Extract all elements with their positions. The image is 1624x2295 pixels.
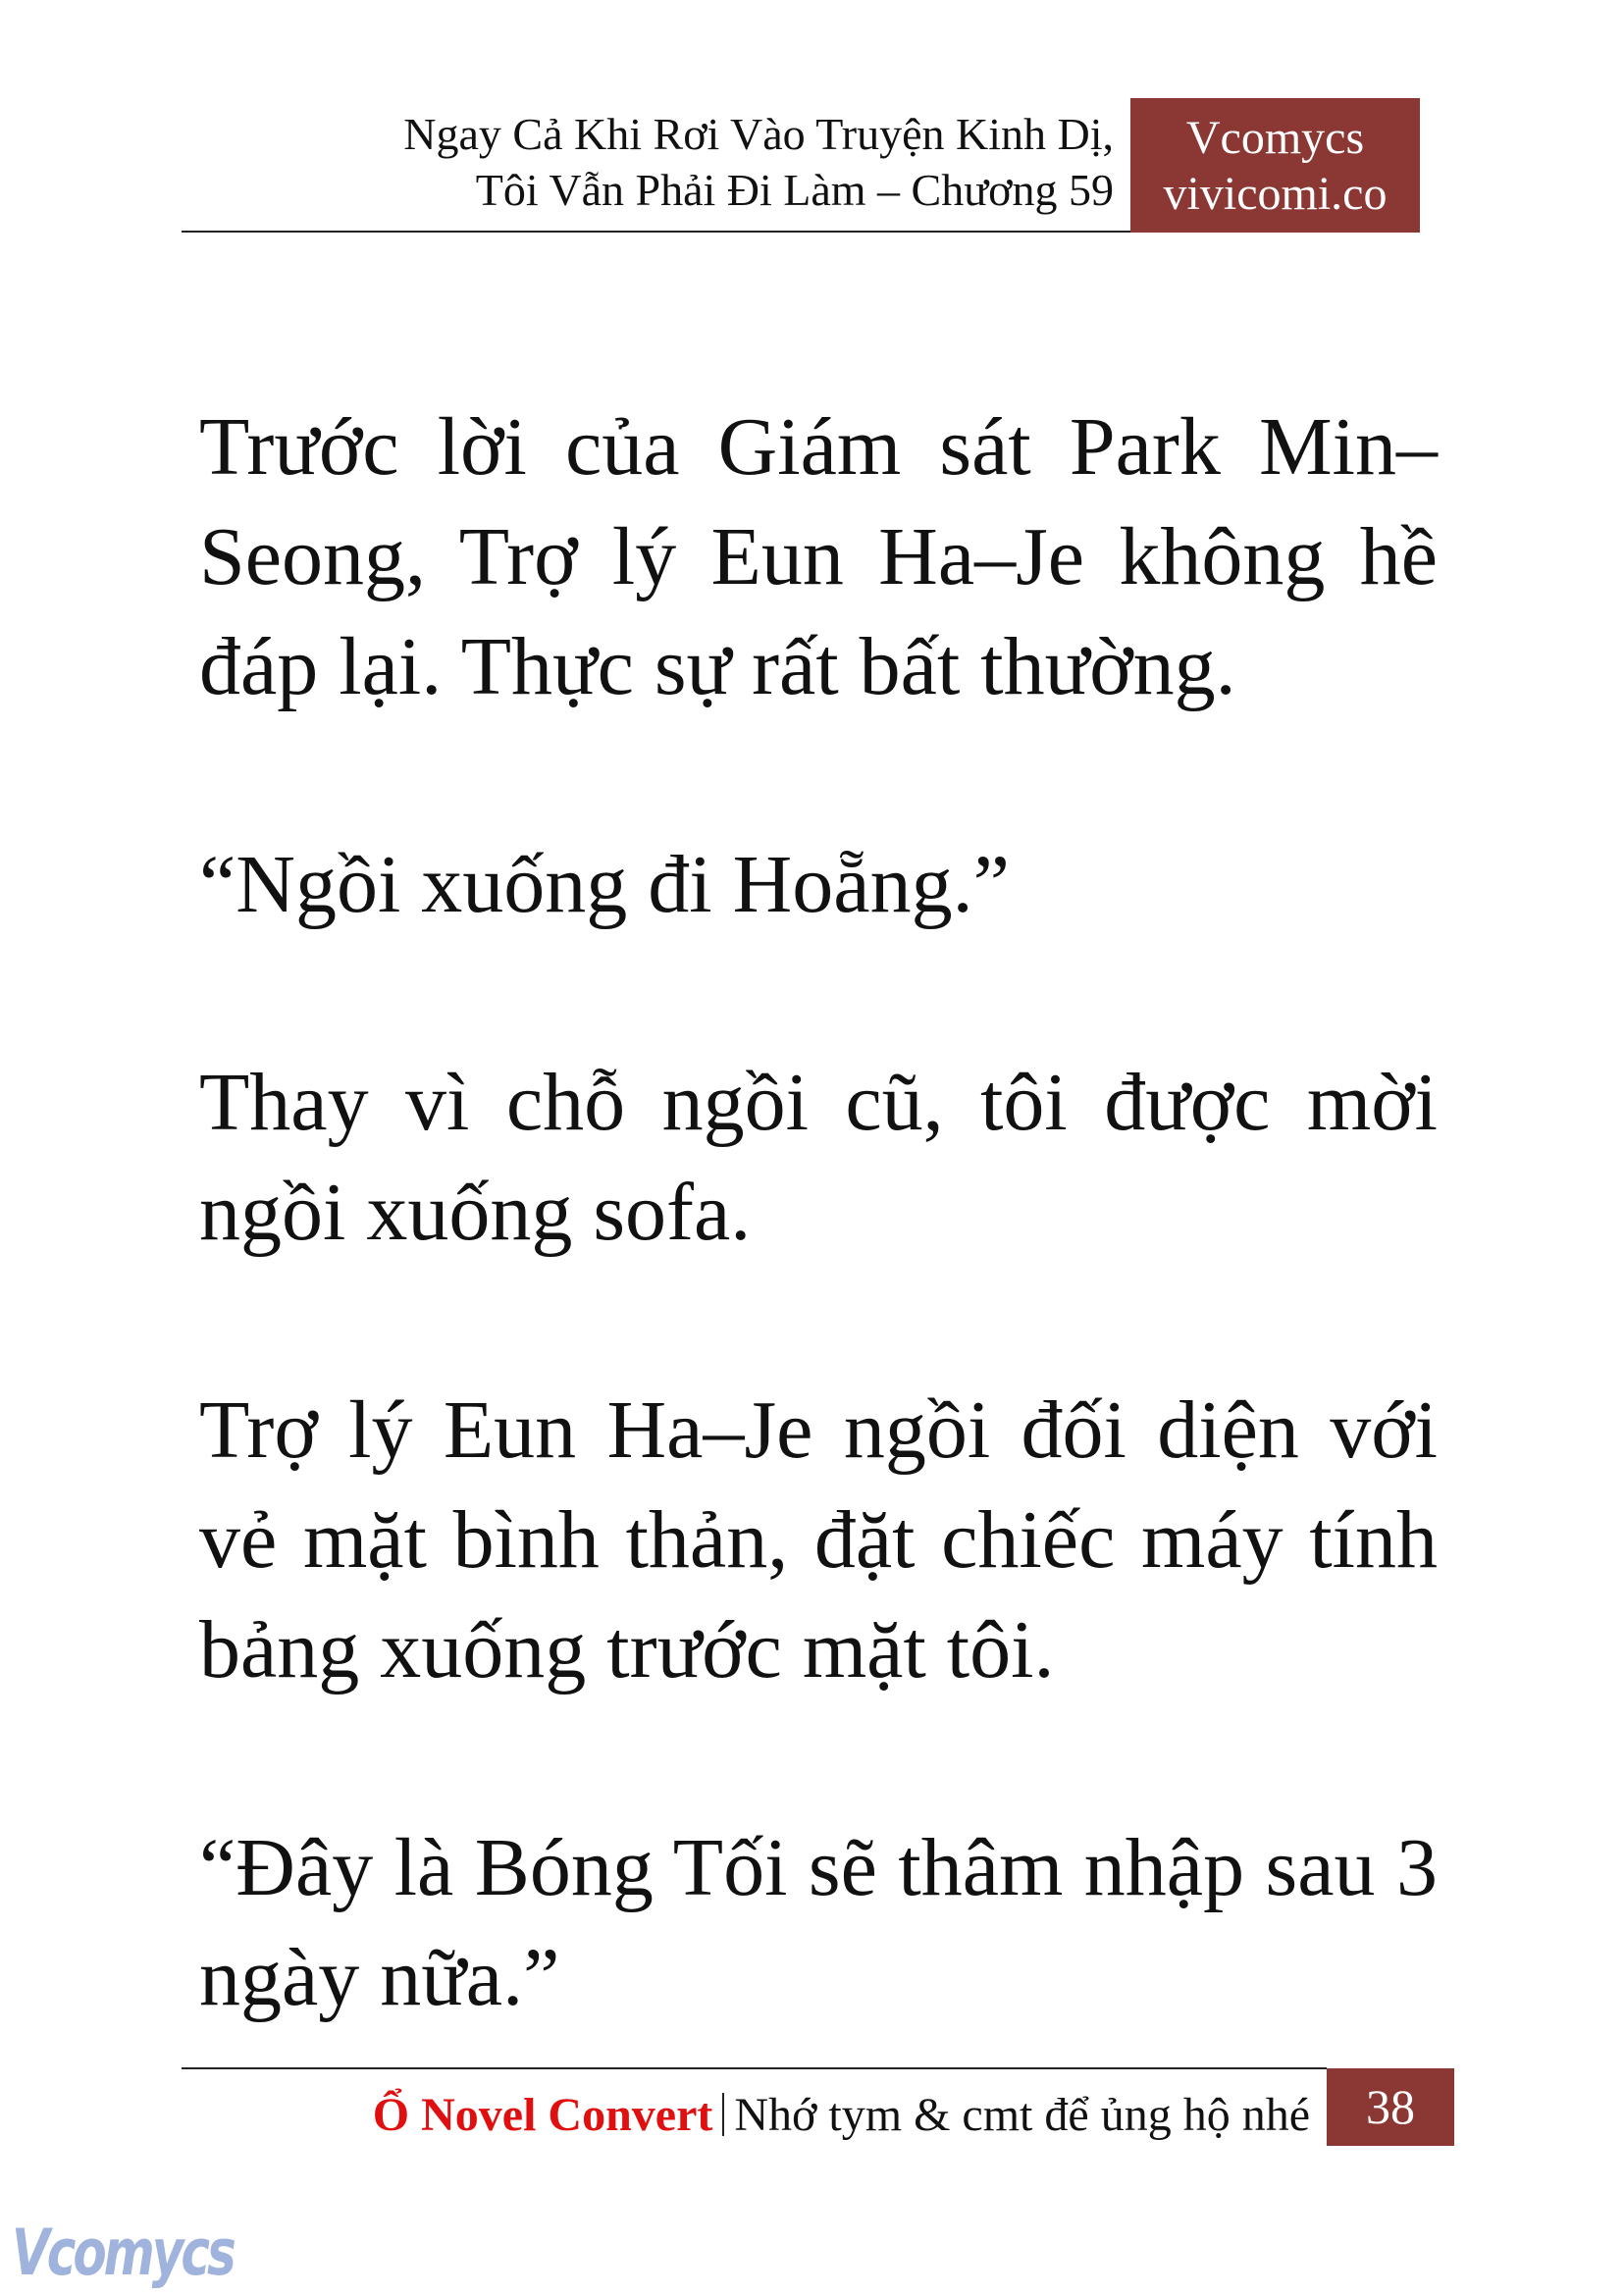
watermark-logo: Vcomycs [12, 2216, 234, 2290]
footer-message: Nhớ tym & cmt để ủng hộ nhé [734, 2089, 1310, 2141]
chapter-body [199, 392, 1438, 2141]
chapter-title-line-1: Ngay Cả Khi Rơi Vào Truyện Kinh Dị, [403, 109, 1114, 159]
chapter-title-line-2: Tôi Vẫn Phải Đi Làm – Chương 59 [475, 165, 1114, 215]
paragraph: Thay vì chỗ ngồi cũ, tôi được mời ngồi xuống sofa. [199, 1057, 1438, 1258]
footer-text [373, 2088, 1310, 2143]
header-divider [182, 231, 1130, 233]
footer-brand: Ổ Novel Convert [372, 2089, 713, 2141]
chapter-title [403, 106, 1114, 218]
brand-site: vivicomi.co [1163, 168, 1388, 220]
brand-name: Vcomycs [1185, 112, 1365, 164]
paragraph: “Đây là Bóng Tối sẽ thâm nhập sau 3 ngày nữa.” [199, 1822, 1438, 2023]
paragraph: Trước lời của Giám sát Park Min–Seong, Trợ lý Eun Ha–Je không hề đáp lại. Thực sự rất bất thường. [199, 401, 1438, 712]
paragraph: “Ngồi xuống đi Hoẵng.” [199, 839, 1010, 930]
brand-box [1130, 98, 1420, 233]
paragraph: Trợ lý Eun Ha–Je ngồi đối diện với vẻ mặt bình thản, đặt chiếc máy tính bảng xuống trước mặt tôi. [199, 1384, 1438, 1695]
page-number: 38 [1327, 2068, 1454, 2146]
footer-divider [182, 2067, 1327, 2069]
footer-separator [722, 2093, 724, 2136]
